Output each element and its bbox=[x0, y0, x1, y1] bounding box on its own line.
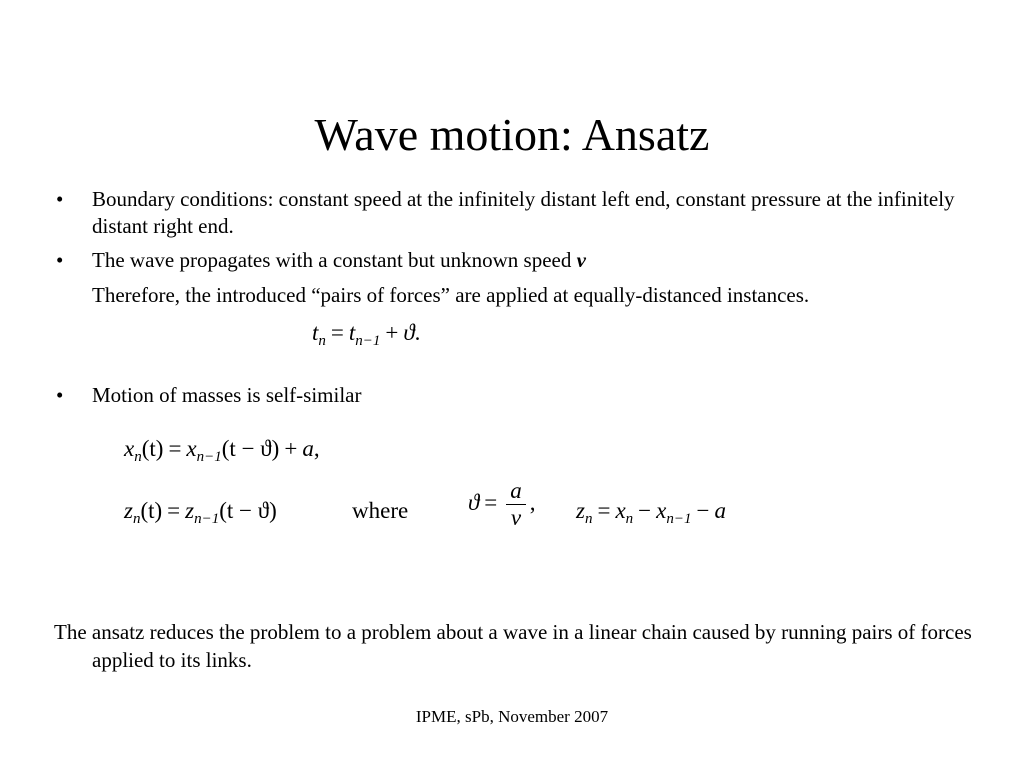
bullet-dot: • bbox=[56, 248, 64, 272]
eq-minus: − bbox=[638, 498, 652, 523]
speed-symbol: v bbox=[576, 248, 586, 272]
eq-var: z bbox=[576, 498, 585, 523]
eq-equals: = bbox=[484, 489, 498, 515]
eq-sub: n bbox=[584, 511, 593, 527]
conclusion-text: The ansatz reduces the problem to a problem about a wave in a linear chain caused by running pairs of forces applied to its links. bbox=[54, 620, 972, 672]
therefore-text: Therefore, the introduced “pairs of forces” are applied at equally-distanced instances. bbox=[92, 283, 810, 307]
fraction bbox=[506, 478, 526, 531]
bullet-dot: • bbox=[56, 187, 64, 211]
eq-sub: n−1 bbox=[196, 449, 222, 465]
eq-var: x bbox=[656, 498, 667, 523]
eq-equals: = bbox=[330, 320, 344, 345]
eq-equals: = bbox=[167, 498, 181, 523]
eq-theta: ϑ bbox=[468, 489, 480, 515]
eq-var: a bbox=[714, 498, 726, 523]
equation-time-step bbox=[312, 318, 420, 348]
eq-theta: ϑ bbox=[403, 320, 415, 345]
where-word: where bbox=[352, 498, 409, 523]
equation-zn bbox=[576, 496, 726, 526]
bullet-text: Boundary conditions: constant speed at the infinitely distant left end, constant pressure at the infinitely distant right end. bbox=[92, 187, 955, 238]
eq-plus: + bbox=[284, 436, 298, 461]
eq-var: z bbox=[185, 498, 195, 523]
eq-end: , bbox=[313, 436, 320, 461]
equation-z bbox=[124, 496, 277, 526]
equation-theta bbox=[468, 478, 536, 531]
eq-end: . bbox=[414, 320, 421, 345]
bullet-boundary-conditions bbox=[56, 186, 966, 240]
eq-var: t bbox=[348, 320, 356, 345]
slide-footer: IPME, sPb, November 2007 bbox=[415, 707, 609, 726]
eq-var: z bbox=[124, 498, 133, 523]
eq-arg: (t − ϑ) bbox=[219, 498, 277, 523]
eq-plus: + bbox=[385, 320, 399, 345]
eq-var: t bbox=[312, 320, 319, 345]
bullet-dot: • bbox=[56, 383, 64, 407]
bullet-wave-speed bbox=[56, 247, 966, 274]
eq-end: , bbox=[529, 489, 536, 515]
eq-var: a bbox=[302, 436, 314, 461]
eq-equals: = bbox=[597, 498, 611, 523]
bullet-text: The wave propagates with a constant but unknown speed bbox=[92, 248, 577, 272]
bullet-self-similar bbox=[56, 382, 966, 409]
fraction-denominator: v bbox=[510, 505, 522, 530]
eq-sub: n−1 bbox=[355, 333, 381, 349]
fraction-numerator: a bbox=[506, 478, 526, 505]
eq-var: x bbox=[124, 436, 135, 461]
eq-arg: (t) bbox=[140, 498, 163, 523]
eq-sub: n−1 bbox=[666, 511, 692, 527]
bullet-text-container bbox=[92, 247, 966, 274]
eq-sub: n bbox=[625, 511, 634, 527]
eq-equals: = bbox=[168, 436, 182, 461]
slide-title: Wave motion: Ansatz bbox=[314, 109, 710, 160]
eq-sub: n bbox=[134, 449, 142, 465]
eq-sub: n−1 bbox=[194, 511, 220, 527]
equation-x bbox=[124, 434, 320, 464]
eq-minus: − bbox=[696, 498, 710, 523]
eq-sub: n bbox=[132, 511, 141, 527]
bullet-text: Motion of masses is self-similar bbox=[92, 383, 362, 407]
eq-var: x bbox=[615, 498, 626, 523]
eq-arg: (t − ϑ) bbox=[221, 436, 280, 461]
eq-var: x bbox=[186, 436, 197, 461]
eq-arg: (t) bbox=[141, 436, 164, 461]
eq-sub: n bbox=[318, 333, 326, 349]
